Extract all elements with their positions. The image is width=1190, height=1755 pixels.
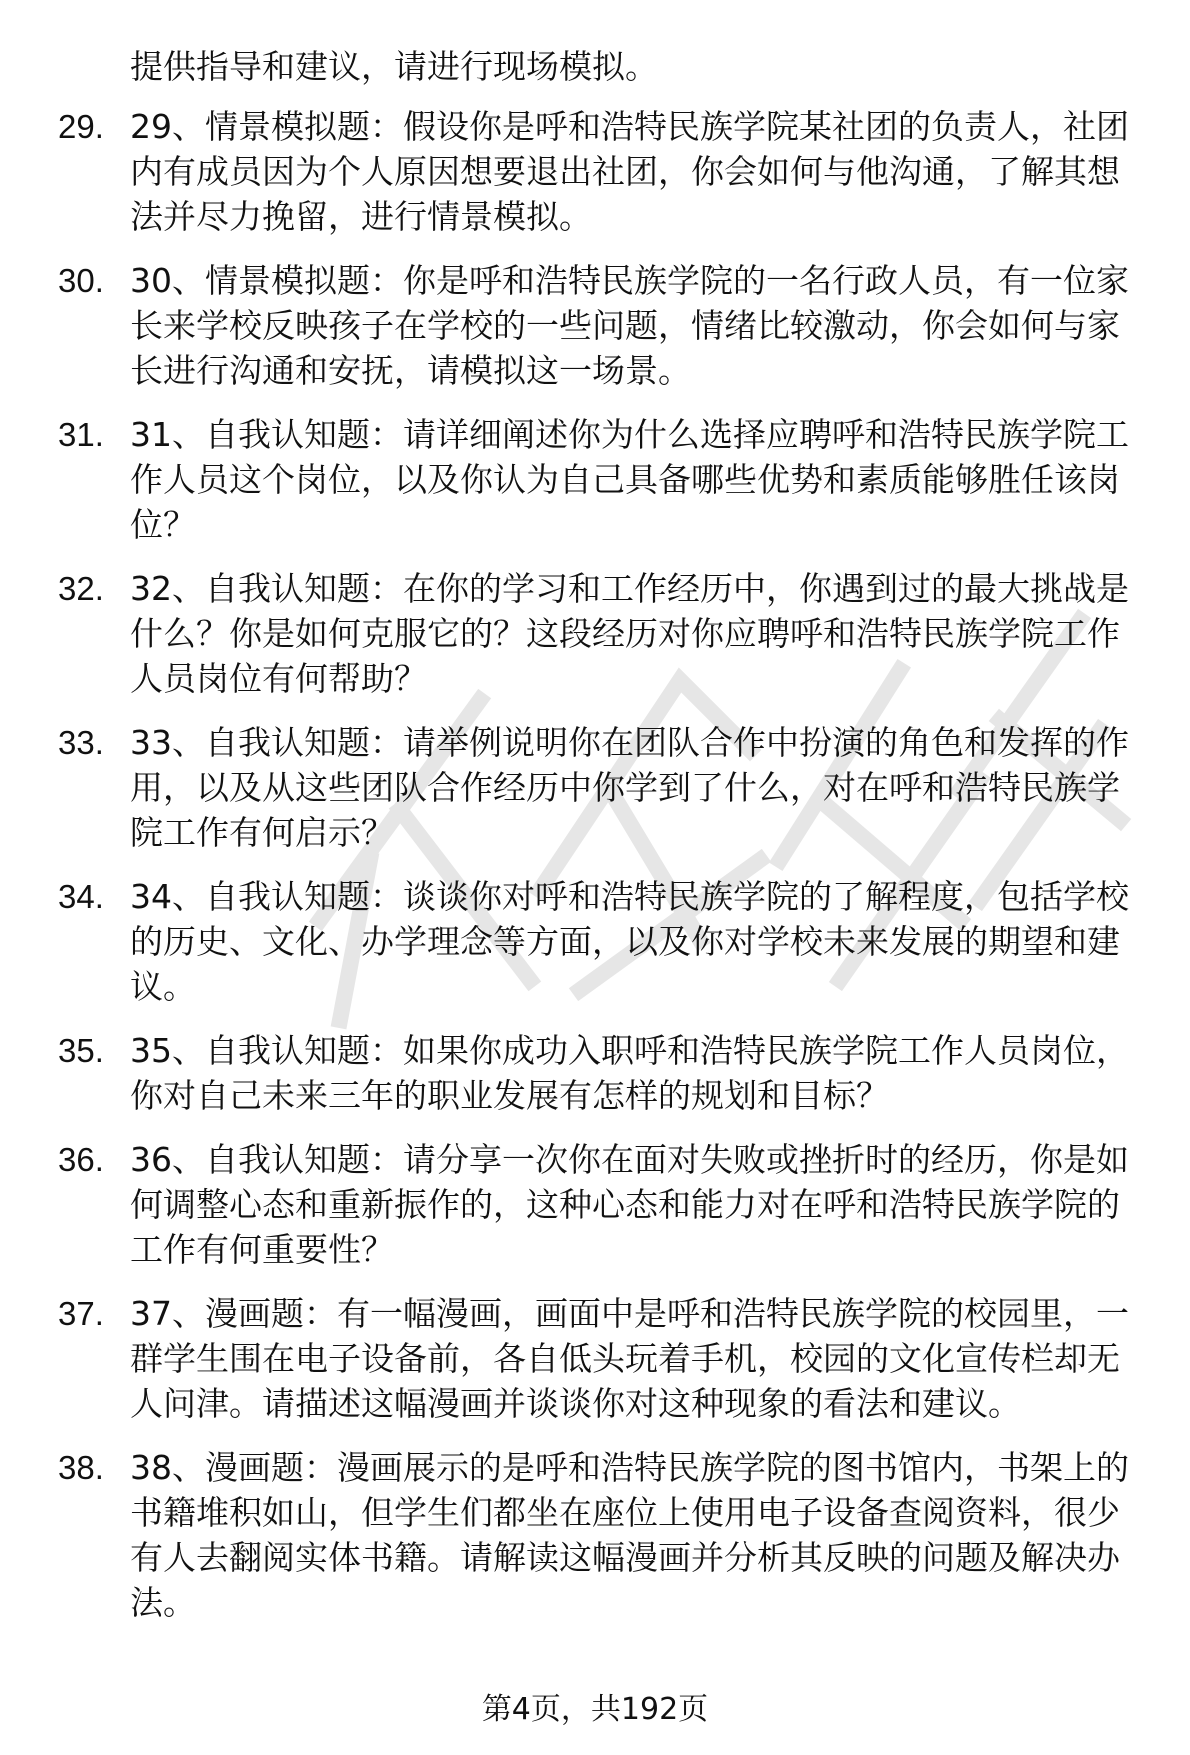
question-number: 34.: [58, 878, 104, 915]
question-item: [0, 720, 1190, 855]
question-number: 30.: [58, 262, 104, 299]
question-item: [0, 566, 1190, 701]
question-text: 35、自我认知题：如果你成功入职呼和浩特民族学院工作人员岗位，你对自己未来三年的职业发展有怎样的规划和目标？: [130, 1031, 1129, 1115]
question-text: 30、情景模拟题：你是呼和浩特民族学院的一名行政人员，有一位家长来学校反映孩子在学校的一些问题，情绪比较激动，你会如何与家长进行沟通和安抚，请模拟这一场景。: [130, 261, 1129, 390]
question-number: 38.: [58, 1449, 104, 1486]
page-footer: 第4页，共192页: [481, 1692, 709, 1727]
question-text: 34、自我认知题：谈谈你对呼和浩特民族学院的了解程度，包括学校的历史、文化、办学理念等方面，以及你对学校未来发展的期望和建议。: [130, 877, 1129, 1006]
question-list: [0, 104, 1190, 1644]
question-item: [0, 258, 1190, 393]
question-number: 29.: [58, 108, 104, 145]
question-item: [0, 1137, 1190, 1272]
question-text: 31、自我认知题：请详细阐述你为什么选择应聘呼和浩特民族学院工作人员这个岗位，以及你认为自己具备哪些优势和素质能够胜任该岗位？: [130, 415, 1129, 544]
question-text: 33、自我认知题：请举例说明你在团队合作中扮演的角色和发挥的作用，以及从这些团队合作经历中你学到了什么，对在呼和浩特民族学院工作有何启示？: [130, 723, 1129, 852]
question-number: 37.: [58, 1295, 104, 1332]
question-text: 38、漫画题：漫画展示的是呼和浩特民族学院的图书馆内，书架上的书籍堆积如山，但学生们都坐在座位上使用电子设备查阅资料，很少有人去翻阅实体书籍。请解读这幅漫画并分析其反映的问题及解决办法。: [130, 1448, 1129, 1622]
question-number: 36.: [58, 1141, 104, 1178]
question-text: 37、漫画题：有一幅漫画，画面中是呼和浩特民族学院的校园里，一群学生围在电子设备前，各自低头玩着手机，校园的文化宣传栏却无人问津。请描述这幅漫画并谈谈你对这种现象的看法和建议。: [130, 1294, 1129, 1423]
question-item: [0, 1445, 1190, 1625]
question-number: 32.: [58, 570, 104, 607]
question-item: [0, 1291, 1190, 1426]
question-text: 32、自我认知题：在你的学习和工作经历中，你遇到过的最大挑战是什么？你是如何克服它的？这段经历对你应聘呼和浩特民族学院工作人员岗位有何帮助？: [130, 569, 1129, 698]
question-number: 33.: [58, 724, 104, 761]
question-item: [0, 874, 1190, 1009]
question-number: 31.: [58, 416, 104, 453]
question-item: [0, 1028, 1190, 1118]
question-item: [0, 412, 1190, 547]
question-number: 35.: [58, 1032, 104, 1069]
continuation-text: 提供指导和建议，请进行现场模拟。: [130, 47, 658, 86]
question-item: [0, 104, 1190, 239]
question-text: 36、自我认知题：请分享一次你在面对失败或挫折时的经历，你是如何调整心态和重新振作的，这种心态和能力对在呼和浩特民族学院的工作有何重要性？: [130, 1140, 1129, 1269]
question-text: 29、情景模拟题：假设你是呼和浩特民族学院某社团的负责人，社团内有成员因为个人原因想要退出社团，你会如何与他沟通，了解其想法并尽力挽留，进行情景模拟。: [130, 107, 1129, 236]
